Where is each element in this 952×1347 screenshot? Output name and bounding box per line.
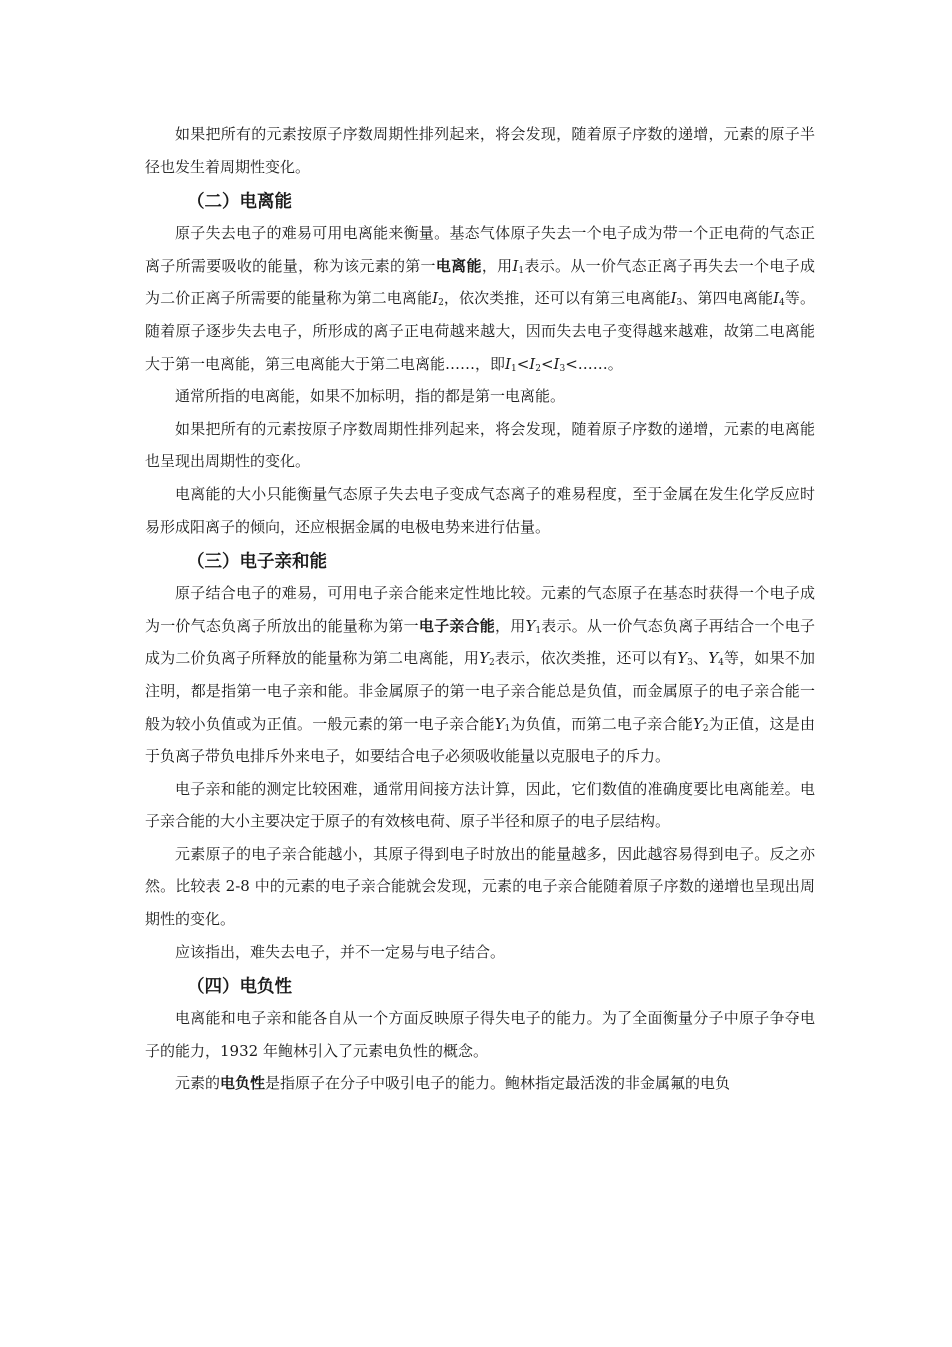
- ionization-paragraph-3: 如果把所有的元素按原子序数周期性排列起来，将会发现，随着原子序数的递增，元素的电离能也呈现出周期性的变化。: [145, 419, 815, 471]
- ionization-paragraph-4: 电离能的大小只能衡量气态原子失去电子变成气态离子的难易程度，至于金属在发生化学反应时易形成阳离子的倾向，还应根据金属的电极电势来进行估量。: [145, 484, 815, 536]
- term-ionization-energy: 电离能: [435, 256, 482, 275]
- term-electronegativity: 电负性: [220, 1074, 266, 1093]
- ionization-paragraph-2: 通常所指的电离能，如果不加标明，指的都是第一电离能。: [175, 387, 566, 406]
- electronegativity-paragraph-1: 电离能和电子亲和能各自从一个方面反映原子得失电子的能力。为了全面衡量分子中原子争夺电子的能力，1932 年鲍林引入了元素电负性的概念。: [145, 1009, 815, 1060]
- section-heading-ionization-energy: （二）电离能: [187, 192, 292, 213]
- electronegativity-paragraph-2: 元素的电负性是指原子在分子中吸引电子的能力。鲍林指定最活泼的非金属氟的电负: [175, 1074, 731, 1093]
- section-heading-electronegativity: （四）电负性: [187, 977, 292, 998]
- affinity-paragraph-3: 元素原子的电子亲合能越小，其原子得到电子时放出的能量越多，因此越容易得到电子。反之亦然。比较表 2-8 中的元素的电子亲合能就会发现，元素的电子亲合能随着原子序数的递增也呈现出周期性的变化。: [145, 844, 815, 929]
- affinity-paragraph-1: 原子结合电子的难易，可用电子亲合能来定性地比较。元素的气态原子在基态时获得一个电子成为一价气态负离子所放出的能量称为第一电子亲合能，用$Y_1$表示。从一价气态负离子再结合一个电子成为二价负离子所释放的能量称为第二电离能，用$Y_2$表示，依次类推，还可以有$Y_3$、$Y_4$等，如果不加注明，都是指第一电子亲和能。非金属原子的第一电子亲合能总是负值，而金属原子的电子亲合能一般为较小负值或为正值。一般元素的第一电子亲合能$Y_1$为负值，而第二电子亲合能$Y_2$为正值，这是由于负离子带负电排斥外来电子，如要结合电子必须吸收能量以克服电子的斥力。: [145, 584, 815, 766]
- section-heading-electron-affinity: （三）电子亲和能: [187, 552, 327, 573]
- affinity-paragraph-4: 应该指出，难失去电子，并不一定易与电子结合。: [175, 942, 506, 961]
- page-content: [145, 118, 815, 1100]
- affinity-paragraph-2: 电子亲和能的测定比较困难，通常用间接方法计算，因此，它们数值的准确度要比电离能差。电子亲合能的大小主要决定于原子的有效核电荷、原子半径和原子的电子层结构。: [145, 779, 815, 831]
- ionization-paragraph-1: 原子失去电子的难易可用电离能来衡量。基态气体原子失去一个电子成为带一个正电荷的气态正离子所需要吸收的能量，称为该元素的第一电离能，用$I_1$表示。从一价气态正离子再失去一个电子成为二价正离子所需要的能量称为第二电离能$I_2$，依次类推，还可以有第三电离能$I_3$、第四电离能$I_4$等。随着原子逐步失去电子，所形成的离子正电荷越来越大，因而失去电子变得越来越难，故第二电离能大于第一电离能，第三电离能大于第二电离能……，即$I_1<I_2<I_3<\dots\dots$。: [145, 224, 815, 374]
- term-electron-affinity: 电子亲合能: [418, 616, 495, 635]
- intro-paragraph: 如果把所有的元素按原子序数周期性排列起来，将会发现，随着原子序数的递增，元素的原子半径也发生着周期性变化。: [145, 125, 815, 176]
